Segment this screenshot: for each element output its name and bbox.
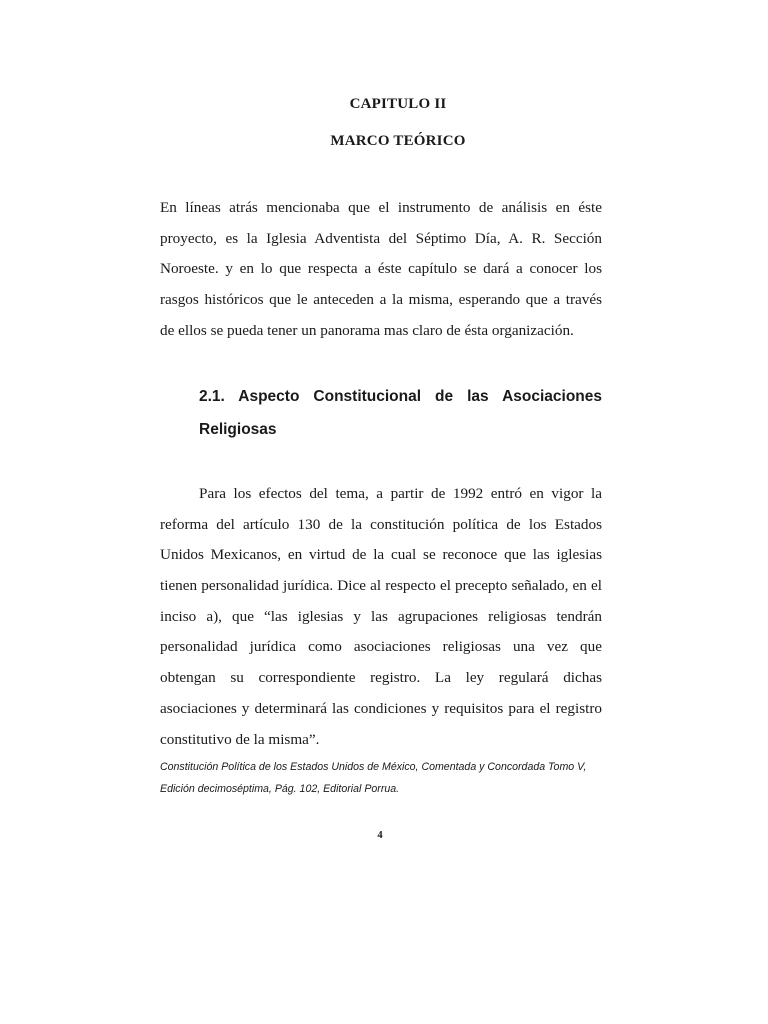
- intro-line: de ellos se pueda tener un panorama mas claro de ésta organización.: [160, 321, 574, 339]
- section-heading: [199, 380, 602, 446]
- footnote: [160, 756, 605, 800]
- intro-line: rasgos históricos que le anteceden a la misma, esperando que a través: [160, 291, 602, 309]
- body-line: asociaciones y determinará las condiciones y requisitos para el registro: [160, 699, 602, 717]
- chapter-number: CAPITULO II: [349, 96, 447, 112]
- intro-line: En líneas atrás mencionaba que el instrumento de análisis en éste: [160, 199, 602, 216]
- body-line: constitutivo de la misma”.: [160, 730, 320, 748]
- body-line: reforma del artículo 130 de la constitución política de los Estados: [160, 515, 602, 533]
- intro-line: proyecto, es la Iglesia Adventista del Séptimo Día, A. R. Sección: [160, 229, 602, 247]
- intro-line: Noroeste. y en lo que respecta a éste capítulo se dará a conocer los: [160, 260, 602, 278]
- body-line: obtengan su correspondiente registro. La ley regulará dichas: [160, 669, 602, 687]
- body-line: Para los efectos del tema, a partir de 1992 entró en vigor la: [199, 485, 602, 502]
- section-heading-line: Religiosas: [199, 421, 277, 438]
- intro-paragraph: [160, 193, 602, 346]
- footnote-line: Edición decimoséptima, Pág. 102, Editorial Porrua.: [160, 783, 400, 795]
- body-line: tienen personalidad jurídica. Dice al respecto el precepto señalado, en el: [160, 577, 602, 595]
- body-line: Unidos Mexicanos, en virtud de la cual se reconoce que las iglesias: [160, 546, 602, 564]
- footnote-line: Constitución Política de los Estados Unidos de México, Comentada y Concordada Tomo V,: [160, 761, 587, 773]
- chapter-title: MARCO TEÓRICO: [330, 133, 466, 149]
- body-line: inciso a), que “las iglesias y las agrupaciones religiosas tendrán: [160, 607, 602, 625]
- section-heading-line: 2.1. Aspecto Constitucional de las Asociaciones: [199, 388, 602, 405]
- body-paragraph: [160, 479, 602, 755]
- page-number: 4: [377, 830, 383, 841]
- body-line: personalidad jurídica como asociaciones religiosas una vez que: [160, 638, 602, 656]
